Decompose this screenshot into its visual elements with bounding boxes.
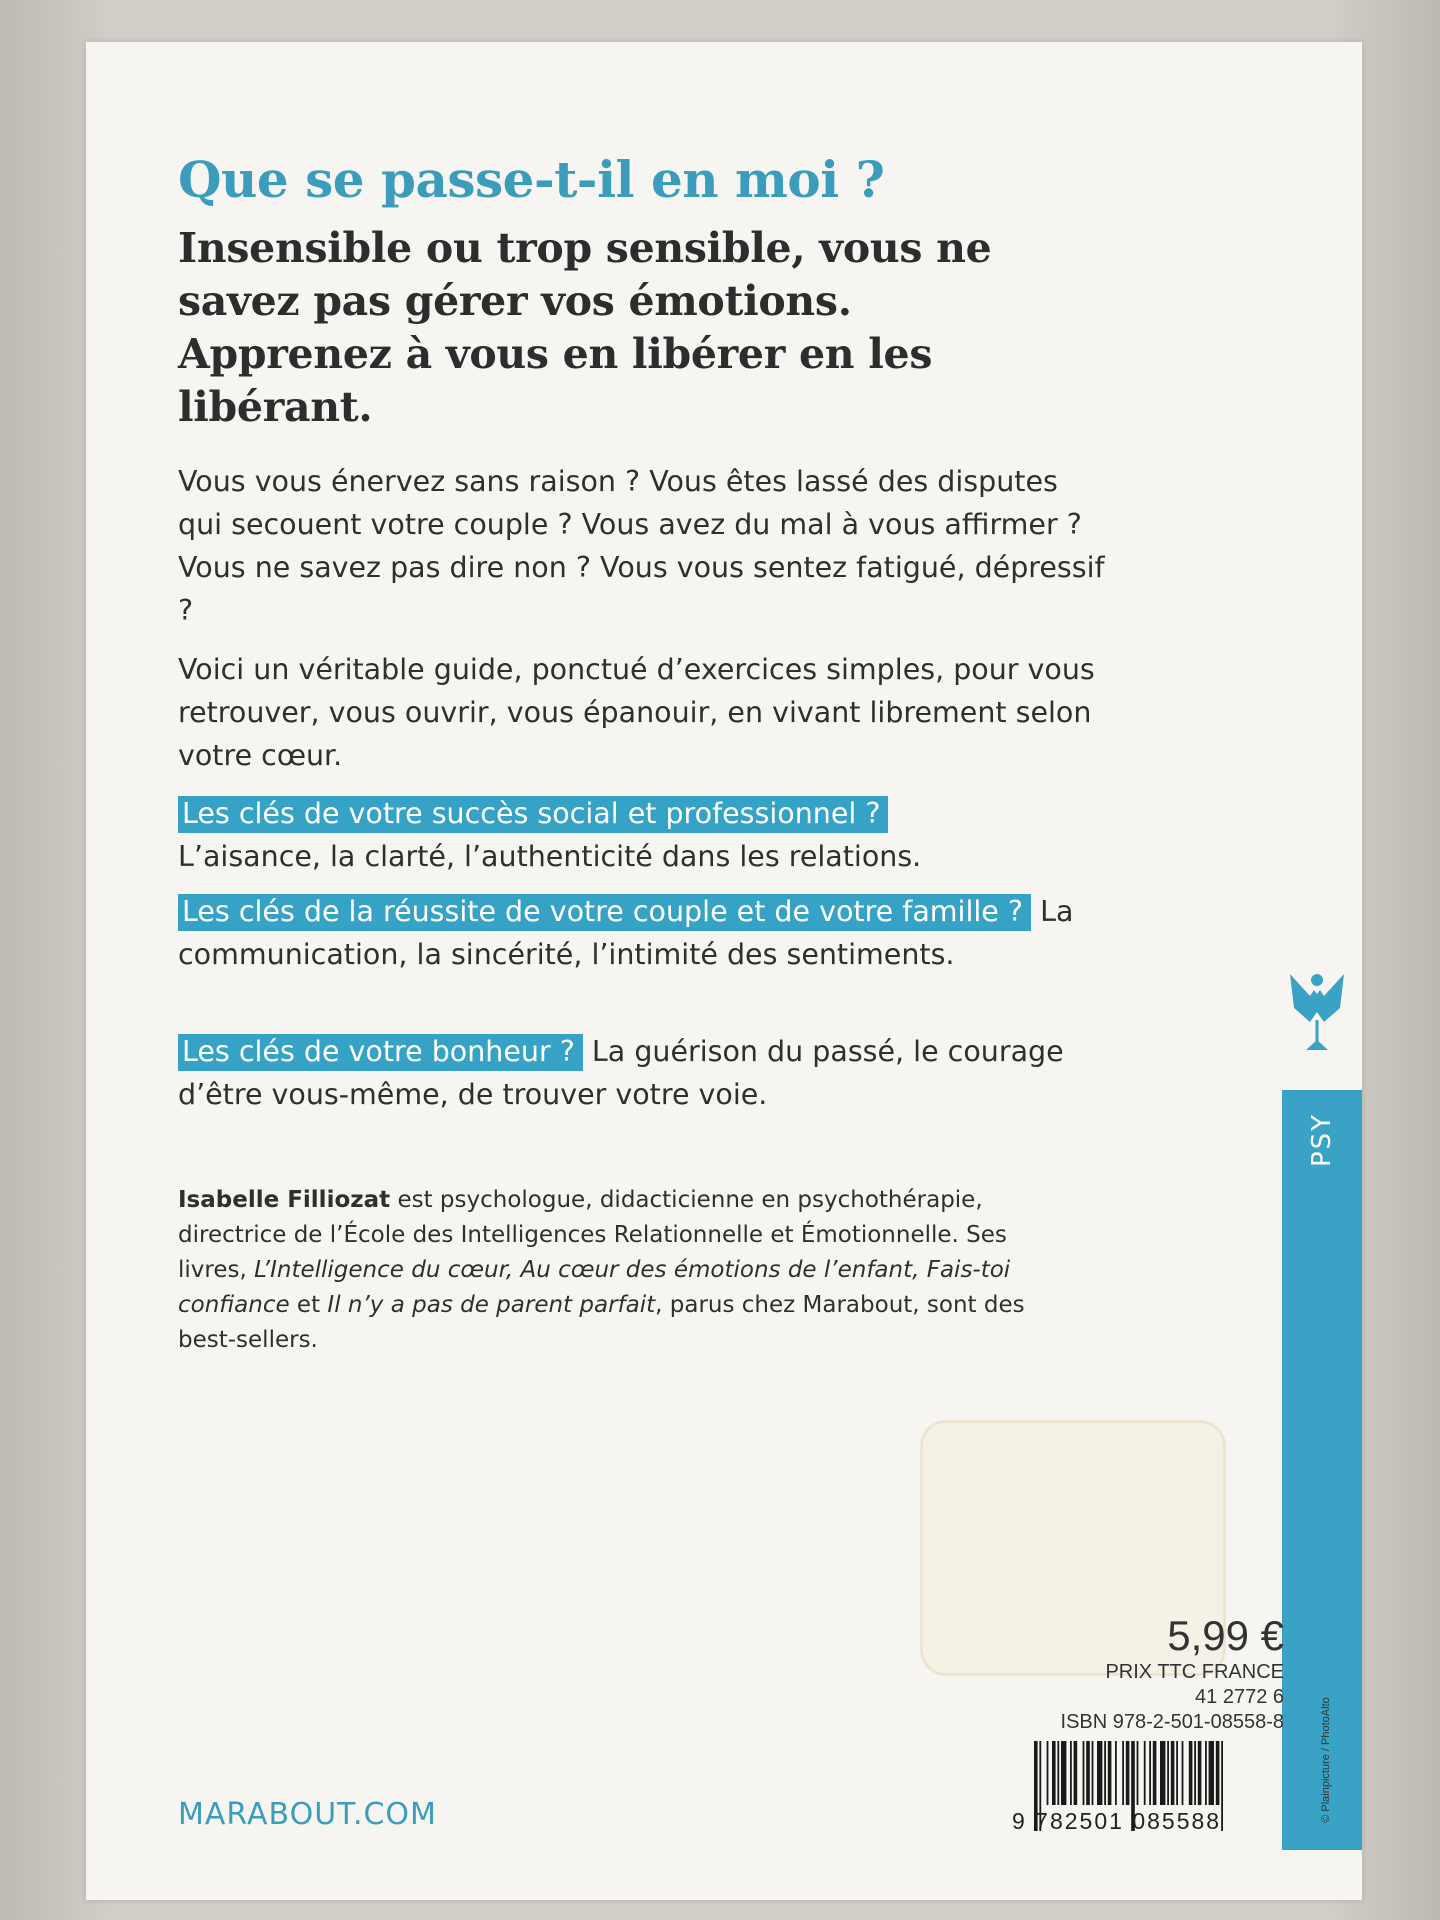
isbn: ISBN 978-2-501-08558-8 [1060, 1711, 1284, 1733]
barcode-bar [1122, 1741, 1124, 1805]
barcode-bar [1052, 1741, 1056, 1805]
barcode-bar [1057, 1741, 1059, 1805]
barcode-bar [1115, 1741, 1117, 1805]
barcode-digits: 9 782501 085588 [1012, 1808, 1222, 1834]
barcode-bar [1182, 1741, 1184, 1805]
barcode-bar [1221, 1741, 1223, 1831]
photo-credit: © Plainpicture / PhotoAlto [1320, 1697, 1332, 1823]
barcode-bar [1108, 1741, 1112, 1805]
barcode-bar [1137, 1741, 1139, 1805]
barcode-bar [1153, 1741, 1157, 1805]
price: 5,99 € [1167, 1612, 1284, 1659]
category-label: PSY [1307, 1112, 1337, 1168]
marabout-logo-icon [1288, 960, 1346, 1058]
key-answer-3: La guérison du passé, le courage d’être vous-même, de trouver votre voie. [178, 1035, 1064, 1111]
barcode-bar [1171, 1741, 1175, 1805]
barcode-bar [1097, 1741, 1102, 1805]
barcode-bar [1194, 1741, 1196, 1805]
barcode-bar [1047, 1741, 1049, 1805]
barcode-bar [1086, 1741, 1090, 1805]
bio-books-1: L’Intelligence du cœur, Au cœur des émotions de l’enfant, Fais-toi confiance [178, 1257, 1011, 1318]
key-item-1 [178, 792, 1108, 878]
guide-paragraph: Voici un véritable guide, ponctué d’exercices simples, pour vous retrouver, vous ouvrir, vous épanouir, en vivant librement selon votre cœur. [178, 653, 1095, 772]
barcode-bar [1209, 1741, 1214, 1805]
publisher-website: MARABOUT.COM [178, 1797, 437, 1832]
key-item-3 [178, 1030, 1108, 1116]
barcode-bar [1083, 1741, 1085, 1805]
cover-subtitle: Insensible ou trop sensible, vous ne savez pas gérer vos émotions. Apprenez à vous en libérer en les libérant. [178, 224, 992, 431]
cover-title: Que se passe-t-il en moi ? [178, 150, 885, 209]
price-info [1061, 1660, 1284, 1735]
barcode-bar [1176, 1741, 1178, 1805]
key-item-2 [178, 890, 1108, 976]
barcode-bar [1070, 1741, 1072, 1805]
barcode-bar [1160, 1741, 1165, 1805]
barcode-bar [1205, 1741, 1207, 1805]
barcode-bar [1189, 1741, 1193, 1805]
key-question-1: Les clés de votre succès social et professionnel ? [178, 796, 888, 833]
bio-books-2: Il n’y a pas de parent parfait [327, 1292, 656, 1318]
barcode-bar [1092, 1741, 1094, 1805]
barcode-bar [1144, 1741, 1146, 1805]
product-code: 41 2772 6 [1195, 1686, 1284, 1708]
key-answer-1: L’aisance, la clarté, l’authenticité dans les relations. [178, 840, 922, 873]
barcode-bar [1149, 1741, 1151, 1805]
price-label: PRIX TTC FRANCE [1105, 1661, 1284, 1683]
bio-and: et [289, 1292, 328, 1318]
barcode-bar [1074, 1741, 1078, 1805]
barcode-bar [1104, 1741, 1106, 1805]
barcode-bar [1126, 1741, 1130, 1805]
author-name: Isabelle Filliozat [178, 1187, 391, 1213]
key-question-3: Les clés de votre bonheur ? [178, 1034, 583, 1071]
key-answer-2: La communication, la sincérité, l’intimité des sentiments. [178, 895, 1074, 971]
key-question-2: Les clés de la réussite de votre couple et de votre famille ? [178, 894, 1031, 931]
barcode-bar [1216, 1741, 1220, 1805]
bio-text-2: , parus chez Marabout, sont des best-sellers. [178, 1292, 1025, 1353]
bio-text-1: est psychologue, didacticienne en psychothérapie, directrice de l’École des Intelligences Relationnelle et Émotionnelle. Ses livres, [178, 1187, 1007, 1283]
intro-paragraph: Vous vous énervez sans raison ? Vous êtes lassé des disputes qui secouent votre couple ? Vous avez du mal à vous affirmer ? Vous ne savez pas dire non ? Vous vous sentez fatigué, dépressif ? [178, 465, 1105, 627]
author-bio [178, 1183, 1078, 1358]
barcode-bar [1061, 1741, 1066, 1805]
barcode-bar [1167, 1741, 1169, 1805]
barcode-bar [1198, 1741, 1202, 1805]
